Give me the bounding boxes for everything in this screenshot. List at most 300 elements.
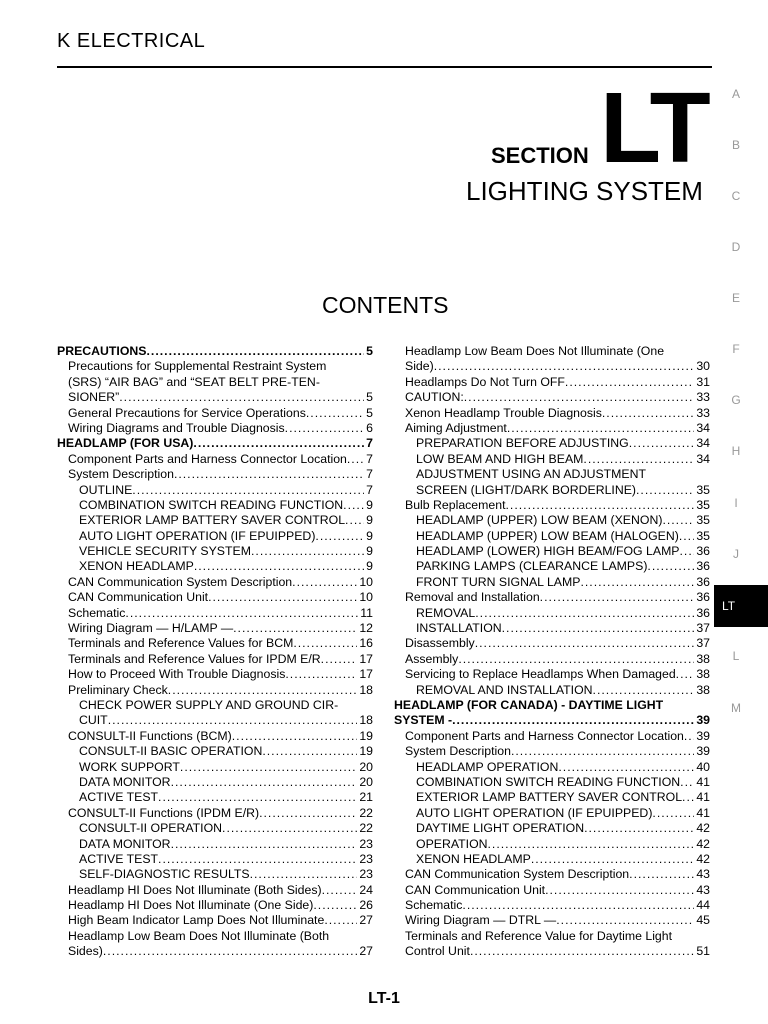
toc-entry-title: COMBINATION SWITCH READING FUNCTION: [79, 497, 344, 512]
toc-entry[interactable]: [394, 775, 710, 790]
toc-entry-page: 10: [359, 574, 373, 589]
toc-entry[interactable]: [394, 913, 710, 928]
toc-entry-title: Terminals and Reference Value for Daytime Light: [405, 928, 673, 943]
toc-entry-title: Assembly: [405, 651, 459, 666]
toc-leader-dots: [293, 636, 357, 651]
toc-entry-page: 18: [359, 713, 373, 728]
toc-entry[interactable]: [57, 867, 373, 882]
toc-entry[interactable]: [394, 421, 710, 436]
toc-leader-dots: [171, 775, 358, 790]
toc-entry[interactable]: [394, 559, 710, 574]
toc-entry-page: 33: [696, 390, 710, 405]
toc-entry-page: 42: [696, 821, 710, 836]
toc-entry[interactable]: [394, 729, 710, 744]
index-tab-j[interactable]: J: [733, 547, 739, 561]
toc-entry-title: HEADLAMP OPERATION: [416, 759, 559, 774]
toc-entry[interactable]: [394, 467, 710, 482]
toc-entry-title: How to Proceed With Trouble Diagnosis: [68, 667, 286, 682]
toc-entry-page: 37: [696, 636, 710, 651]
toc-entry-page: 12: [359, 621, 373, 636]
contents-title: CONTENTS: [322, 292, 449, 318]
toc-entry-title: Headlamp HI Does Not Illuminate (One Side): [68, 898, 314, 913]
toc-leader-dots: [147, 344, 365, 359]
toc-entry-title: Xenon Headlamp Trouble Diagnosis: [405, 405, 602, 420]
toc-leader-dots: [324, 913, 357, 928]
toc-entry[interactable]: [394, 698, 710, 713]
toc-entry-page: 41: [696, 805, 710, 820]
toc-entry[interactable]: [394, 483, 710, 498]
toc-entry[interactable]: [57, 359, 373, 374]
chapter-header: K ELECTRICAL: [57, 30, 206, 52]
toc-entry-page: 23: [359, 836, 373, 851]
toc-entry[interactable]: [394, 652, 710, 667]
toc-leader-dots: [347, 452, 364, 467]
toc-entry-title: HEADLAMP (LOWER) HIGH BEAM/FOG LAMP: [416, 544, 680, 559]
toc-entry[interactable]: [57, 544, 373, 559]
toc-entry-title: LOW BEAM AND HIGH BEAM: [416, 451, 584, 466]
toc-leader-dots: [434, 359, 695, 374]
toc-entry-page: 5: [366, 390, 373, 405]
toc-entry-title: Aiming Adjustment: [405, 420, 507, 435]
toc-entry-title: Terminals and Reference Values for IPDM E/R: [68, 651, 321, 666]
toc-entry-title: (SRS) “AIR BAG” and “SEAT BELT PRE-TEN-: [68, 374, 320, 389]
toc-leader-dots: [470, 944, 694, 959]
toc-entry-title: ADJUSTMENT USING AN ADJUSTMENT: [416, 467, 647, 482]
toc-entry-title: ACTIVE TEST: [79, 790, 159, 805]
index-tab-f[interactable]: F: [732, 342, 740, 356]
toc-entry-page: 42: [696, 836, 710, 851]
index-tab-e[interactable]: E: [731, 291, 740, 305]
header-rule: [57, 66, 712, 68]
toc-leader-dots: [108, 713, 358, 728]
toc-entry-page: 11: [360, 605, 373, 620]
toc-entry[interactable]: [57, 821, 373, 836]
toc-leader-dots: [315, 529, 364, 544]
toc-leader-dots: [168, 683, 358, 698]
toc-entry-title: Removal and Installation: [405, 590, 540, 605]
toc-entry[interactable]: [394, 683, 710, 698]
toc-leader-dots: [540, 590, 695, 605]
toc-right-column: [394, 344, 710, 960]
toc-entry-page: 35: [696, 513, 710, 528]
toc-entry[interactable]: [394, 837, 710, 852]
index-tab-a[interactable]: A: [731, 87, 740, 101]
toc-entry[interactable]: [394, 821, 710, 836]
toc-entry-title: High Beam Indicator Lamp Does Not Illuminate: [68, 913, 325, 928]
toc-leader-dots: [545, 883, 694, 898]
toc-entry[interactable]: [394, 606, 710, 621]
toc-entry-title: System Description: [68, 467, 174, 482]
toc-entry-page: 35: [696, 482, 710, 497]
toc-entry-title: Headlamp Low Beam Does Not Illuminate (One: [405, 344, 665, 358]
toc-entry-title: Component Parts and Harness Connector Location: [68, 451, 347, 466]
toc-entry-page: 22: [359, 821, 373, 836]
toc-entry[interactable]: [394, 760, 710, 775]
toc-entry-page: 30: [696, 359, 710, 374]
index-tab-h[interactable]: H: [731, 444, 741, 458]
toc-entry[interactable]: [57, 452, 373, 467]
toc-entry-title: SCREEN (LIGHT/DARK BORDERLINE): [416, 482, 637, 497]
toc-leader-dots: [583, 452, 694, 467]
toc-entry[interactable]: [57, 698, 373, 713]
toc-leader-dots: [174, 467, 364, 482]
toc-entry-page: 7: [366, 451, 373, 466]
toc-entry-page: 35: [696, 528, 710, 543]
toc-entry-page: 43: [696, 882, 710, 897]
toc-entry-page: 39: [696, 713, 710, 728]
toc-leader-dots: [458, 652, 694, 667]
toc-entry[interactable]: [394, 621, 710, 636]
section-word: SECTION: [491, 143, 589, 168]
toc-leader-dots: [306, 406, 364, 421]
toc-entry[interactable]: [394, 883, 710, 898]
toc-leader-dots: [680, 544, 695, 559]
toc-entry-page: 10: [359, 590, 373, 605]
toc-entry[interactable]: [57, 406, 373, 421]
toc-leader-dots: [502, 621, 695, 636]
toc-entry-title: Side): [405, 359, 434, 374]
toc-entry-title: System Description: [405, 744, 511, 759]
toc-leader-dots: [180, 760, 357, 775]
toc-entry-title: VEHICLE SECURITY SYSTEM: [79, 544, 251, 559]
toc-entry[interactable]: [57, 390, 373, 405]
toc-entry-page: 9: [366, 544, 373, 559]
toc-entry[interactable]: [394, 667, 710, 682]
toc-entry-title: OPERATION: [416, 836, 488, 851]
toc-entry-title: Control Unit: [405, 944, 470, 959]
toc-entry[interactable]: [57, 636, 373, 651]
toc-entry-page: 51: [696, 944, 710, 959]
toc-leader-dots: [125, 606, 358, 621]
toc-entry-title: REMOVAL AND INSTALLATION: [416, 682, 593, 697]
toc-entry-page: 39: [696, 728, 710, 743]
toc-entry[interactable]: [57, 683, 373, 698]
toc-entry-title: SIONER”: [68, 390, 120, 405]
toc-entry-title: CAN Communication Unit: [405, 882, 546, 897]
toc-entry[interactable]: [57, 606, 373, 621]
toc-entry[interactable]: [394, 590, 710, 605]
toc-entry-page: 17: [359, 667, 373, 682]
toc-entry-title: DAYTIME LIGHT OPERATION: [416, 821, 585, 836]
toc-entry-page: 22: [359, 805, 373, 820]
toc-entry-title: HEADLAMP (UPPER) LOW BEAM (HALOGEN): [416, 528, 679, 543]
toc-entry-page: 36: [696, 544, 710, 559]
toc-entry[interactable]: [57, 436, 373, 451]
toc-entry-page: 18: [359, 682, 373, 697]
toc-entry-page: 37: [696, 621, 710, 636]
toc-entry[interactable]: [57, 837, 373, 852]
toc-entry-page: 27: [359, 913, 373, 928]
toc-entry-title: Disassembly: [405, 636, 475, 651]
toc-leader-dots: [556, 913, 694, 928]
toc-entry-page: 40: [696, 759, 710, 774]
toc-entry[interactable]: [57, 852, 373, 867]
toc-leader-dots: [507, 421, 694, 436]
toc-entry-title: DATA MONITOR: [79, 836, 171, 851]
toc-leader-dots: [158, 790, 357, 805]
page-number: LT-1: [368, 990, 400, 1007]
toc-entry[interactable]: [57, 883, 373, 898]
toc-entry-title: CONSULT-II OPERATION: [79, 821, 223, 836]
index-tab-d[interactable]: D: [731, 240, 741, 254]
toc-leader-dots: [285, 421, 365, 436]
toc-entry-title: COMBINATION SWITCH READING FUNCTION: [416, 774, 681, 789]
toc-entry-page: 36: [696, 559, 710, 574]
toc-entry[interactable]: [57, 575, 373, 590]
toc-entry-title: HEADLAMP (FOR USA): [57, 436, 194, 451]
toc-entry[interactable]: [394, 744, 710, 759]
toc-leader-dots: [629, 436, 695, 451]
toc-leader-dots: [511, 744, 694, 759]
toc-entry-page: 39: [696, 744, 710, 759]
toc-entry-title: CAN Communication System Description: [405, 867, 630, 882]
index-tab-l[interactable]: L: [732, 649, 740, 663]
toc-entry[interactable]: [57, 421, 373, 436]
toc-entry[interactable]: [394, 390, 710, 405]
toc-entry-page: 36: [696, 605, 710, 620]
toc-entry-title: Headlamps Do Not Turn OFF: [405, 374, 565, 389]
toc-entry[interactable]: [394, 944, 710, 959]
toc-entry[interactable]: [394, 375, 710, 390]
index-tab-lt[interactable]: LT: [714, 585, 768, 627]
toc-entry-title: XENON HEADLAMP: [416, 851, 531, 866]
toc-leader-dots: [345, 513, 364, 528]
toc-entry[interactable]: [394, 406, 710, 421]
toc-leader-dots: [475, 636, 695, 651]
toc-entry-title: Preliminary Check: [68, 682, 168, 697]
toc-entry-page: 31: [696, 374, 710, 389]
toc-entry-page: 44: [696, 898, 710, 913]
toc-leader-dots: [343, 498, 364, 513]
toc-entry-title: CAN Communication System Description: [68, 574, 293, 589]
toc-entry[interactable]: [57, 775, 373, 790]
toc-leader-dots: [593, 683, 695, 698]
toc-entry-page: 41: [696, 774, 710, 789]
toc-leader-dots: [250, 867, 358, 882]
toc-entry-page: 9: [366, 513, 373, 528]
toc-leader-dots: [462, 898, 694, 913]
toc-entry[interactable]: [394, 636, 710, 651]
toc-leader-dots: [676, 667, 695, 682]
toc-entry-title: Schematic: [68, 605, 126, 620]
toc-leader-dots: [103, 944, 357, 959]
toc-entry[interactable]: [57, 944, 373, 959]
toc-entry[interactable]: [394, 898, 710, 913]
toc-entry-page: 20: [359, 774, 373, 789]
toc-leader-dots: [322, 883, 358, 898]
toc-leader-dots: [680, 775, 694, 790]
toc-leader-dots: [584, 821, 694, 836]
toc-entry[interactable]: [57, 498, 373, 513]
toc-leader-dots: [194, 559, 364, 574]
toc-leader-dots: [464, 390, 695, 405]
toc-entry[interactable]: [57, 590, 373, 605]
toc-entry-title: SYSTEM -: [394, 713, 453, 728]
toc-entry-page: 38: [696, 682, 710, 697]
toc-leader-dots: [558, 760, 694, 775]
toc-leader-dots: [679, 529, 694, 544]
toc-leader-dots: [132, 483, 364, 498]
toc-entry[interactable]: [57, 513, 373, 528]
toc-leader-dots: [682, 790, 694, 805]
toc-entry-title: CAUTION:: [405, 390, 464, 405]
toc-entry-title: DATA MONITOR: [79, 774, 171, 789]
toc-entry-page: 7: [366, 467, 373, 482]
toc-entry[interactable]: [57, 483, 373, 498]
toc-leader-dots: [629, 867, 694, 882]
toc-leader-dots: [193, 436, 364, 451]
toc-left-column: [57, 344, 373, 960]
toc-entry[interactable]: [57, 913, 373, 928]
toc-leader-dots: [662, 513, 694, 528]
toc-leader-dots: [488, 837, 695, 852]
toc-entry-page: 45: [696, 913, 710, 928]
toc-leader-dots: [636, 483, 694, 498]
index-tab-g[interactable]: G: [731, 393, 741, 407]
toc-leader-dots: [171, 837, 358, 852]
toc-leader-dots: [262, 744, 357, 759]
toc-leader-dots: [475, 606, 694, 621]
toc-entry-title: XENON HEADLAMP: [79, 559, 194, 574]
toc-entry-page: 36: [696, 574, 710, 589]
toc-entry[interactable]: [57, 760, 373, 775]
toc-entry[interactable]: [57, 467, 373, 482]
index-tab-i[interactable]: I: [734, 496, 738, 510]
toc-entry[interactable]: [57, 729, 373, 744]
toc-entry[interactable]: [57, 344, 373, 359]
toc-entry-title: General Precautions for Service Operations: [68, 405, 306, 420]
toc-entry[interactable]: [57, 806, 373, 821]
toc-entry-title: CHECK POWER SUPPLY AND GROUND CIR-: [79, 697, 339, 712]
toc-entry[interactable]: [57, 667, 373, 682]
toc-leader-dots: [531, 852, 695, 867]
toc-entry[interactable]: [394, 529, 710, 544]
toc-entry-page: 42: [696, 851, 710, 866]
toc-entry[interactable]: [57, 929, 373, 944]
toc-leader-dots: [652, 806, 694, 821]
toc-entry[interactable]: [57, 898, 373, 913]
toc-entry-page: 27: [359, 944, 373, 959]
toc-leader-dots: [602, 406, 694, 421]
toc-entry[interactable]: [394, 452, 710, 467]
toc-entry-title: HEADLAMP (UPPER) LOW BEAM (XENON): [416, 513, 663, 528]
toc-entry-page: 24: [359, 882, 373, 897]
index-tab-m[interactable]: M: [731, 701, 741, 715]
toc-entry[interactable]: [394, 513, 710, 528]
toc-entry-page: 16: [359, 636, 373, 651]
toc-entry-page: 43: [696, 867, 710, 882]
toc-entry-title: CONSULT-II BASIC OPERATION: [79, 744, 263, 759]
toc-entry[interactable]: [394, 498, 710, 513]
toc-entry[interactable]: [57, 529, 373, 544]
toc-entry-title: REMOVAL: [416, 605, 476, 620]
toc-entry-page: 33: [696, 405, 710, 420]
toc-entry[interactable]: [57, 790, 373, 805]
toc-leader-dots: [233, 621, 357, 636]
toc-entry-title: Precautions for Supplemental Restraint System: [68, 359, 327, 374]
toc-entry[interactable]: [57, 375, 373, 390]
toc-leader-dots: [158, 852, 357, 867]
toc-entry-page: 19: [359, 728, 373, 743]
toc-entry-title: Wiring Diagram — DTRL —: [405, 913, 557, 928]
toc-leader-dots: [285, 667, 357, 682]
toc-entry-title: Headlamp HI Does Not Illuminate (Both Sides): [68, 882, 322, 897]
toc-entry-page: 9: [366, 497, 373, 512]
toc-entry-page: 36: [696, 590, 710, 605]
toc-entry-page: 34: [696, 436, 710, 451]
toc-entry-title: AUTO LIGHT OPERATION (IF EPUIPPED): [79, 528, 316, 543]
section-title: LIGHTING SYSTEM: [466, 176, 703, 206]
toc-leader-dots: [580, 575, 694, 590]
toc-leader-dots: [259, 806, 357, 821]
toc-entry-title: AUTO LIGHT OPERATION (IF EPUIPPED): [416, 805, 653, 820]
toc-entry-page: 9: [366, 559, 373, 574]
toc-entry[interactable]: [57, 652, 373, 667]
toc-entry-title: Sides): [68, 944, 103, 959]
toc-entry[interactable]: [57, 713, 373, 728]
toc-entry-page: 5: [366, 405, 373, 420]
toc-entry-title: HEADLAMP (FOR CANADA) - DAYTIME LIGHT: [394, 697, 664, 712]
toc-entry-page: 23: [359, 867, 373, 882]
toc-leader-dots: [565, 375, 694, 390]
toc-entry[interactable]: [394, 713, 710, 728]
toc-entry[interactable]: [57, 744, 373, 759]
index-tab-c[interactable]: C: [731, 189, 741, 203]
toc-entry[interactable]: [394, 929, 710, 944]
toc-leader-dots: [647, 559, 694, 574]
toc-entry-title: WORK SUPPORT: [79, 759, 180, 774]
toc-leader-dots: [684, 729, 694, 744]
toc-leader-dots: [222, 821, 357, 836]
toc-entry[interactable]: [394, 344, 710, 359]
toc-entry[interactable]: [394, 436, 710, 451]
toc-entry-page: 38: [696, 651, 710, 666]
toc-entry-title: CONSULT-II Functions (BCM): [68, 728, 232, 743]
toc-entry-title: PRECAUTIONS: [57, 344, 147, 358]
toc-entry-title: OUTLINE: [79, 482, 133, 497]
toc-entry[interactable]: [394, 359, 710, 374]
toc-entry-page: 9: [366, 528, 373, 543]
toc-leader-dots: [321, 652, 358, 667]
toc-entry[interactable]: [394, 806, 710, 821]
toc-entry-title: Wiring Diagrams and Trouble Diagnosis: [68, 420, 285, 435]
toc-entry-page: 20: [359, 759, 373, 774]
toc-entry[interactable]: [394, 544, 710, 559]
toc-entry-page: 17: [359, 651, 373, 666]
toc-entry-page: 26: [359, 898, 373, 913]
toc-entry[interactable]: [394, 575, 710, 590]
toc-entry-page: 41: [696, 790, 710, 805]
toc-entry[interactable]: [57, 621, 373, 636]
toc-entry-page: 7: [366, 482, 373, 497]
toc-entry-title: PARKING LAMPS (CLEARANCE LAMPS): [416, 559, 648, 574]
toc-leader-dots: [119, 390, 364, 405]
toc-entry[interactable]: [394, 852, 710, 867]
toc-entry-title: Wiring Diagram — H/LAMP —: [68, 621, 234, 636]
toc-entry-page: 34: [696, 420, 710, 435]
toc-entry[interactable]: [394, 867, 710, 882]
toc-entry-title: CUIT: [79, 713, 108, 728]
toc-leader-dots: [452, 713, 694, 728]
toc-leader-dots: [232, 729, 358, 744]
toc-entry[interactable]: [57, 559, 373, 574]
toc-entry-title: PREPARATION BEFORE ADJUSTING: [416, 436, 629, 451]
toc-entry-page: 21: [359, 790, 373, 805]
index-tab-b[interactable]: B: [731, 138, 740, 152]
toc-entry[interactable]: [394, 790, 710, 805]
toc-entry-page: 6: [366, 420, 373, 435]
toc-entry-title: Headlamp Low Beam Does Not Illuminate (Both: [68, 928, 330, 943]
